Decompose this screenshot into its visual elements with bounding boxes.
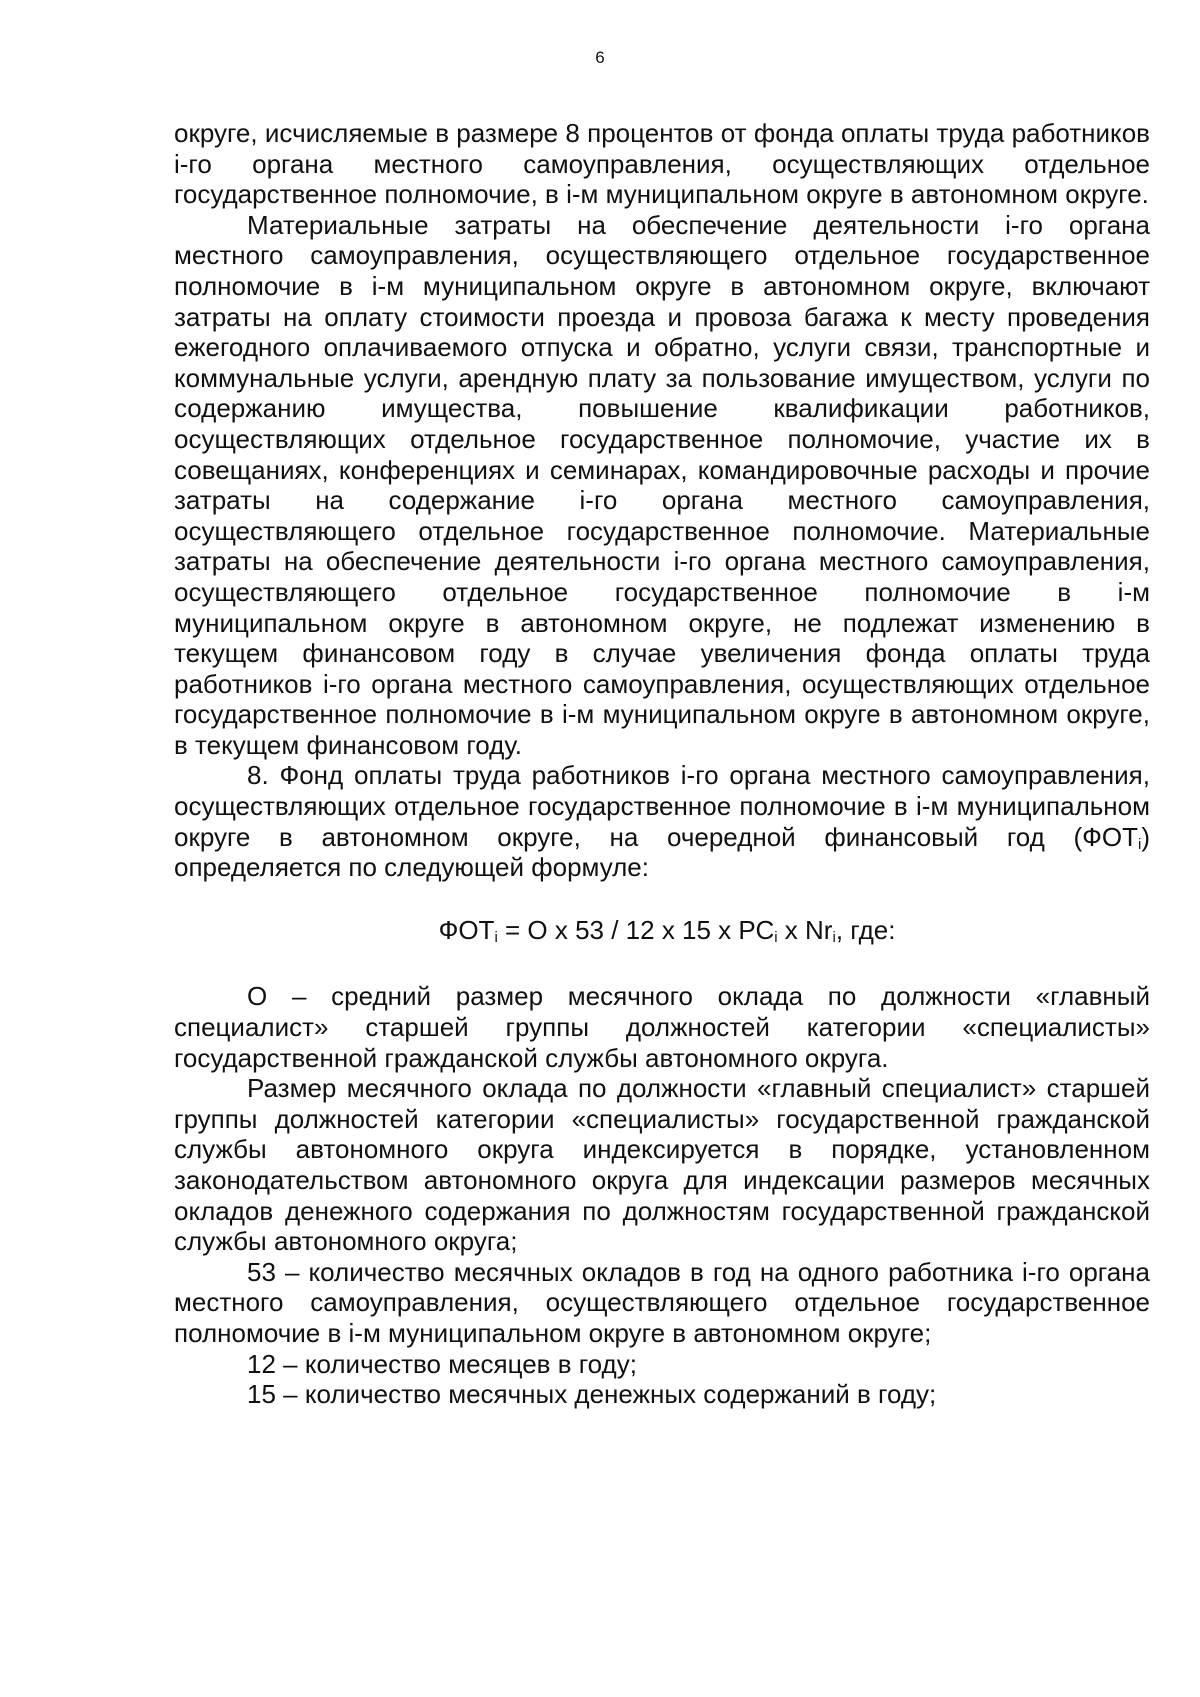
item8-text-after: ) определяется по следующей формуле: xyxy=(174,821,1150,883)
page-number: 6 xyxy=(595,48,605,67)
paragraph-continuation: округе, исчисляемые в размере 8 процентов от фонда оплаты труда работников i-го органа местного самоуправления, осуществляющих отдельное государственное полномочие, в i-м муниципальном округе в автономном округе. xyxy=(174,118,1150,210)
definition-o: О – средний размер месячного оклада по должности «главный специалист» старшей группы должностей категории «специалисты» государственной гражданской службы автономного округа. xyxy=(174,981,1150,1073)
paragraph-item-8 xyxy=(174,760,1150,882)
definition-53: 53 – количество месячных окладов в год на одного работника i-го органа местного самоуправления, осуществляющего отдельное государственное полномочие в i-м муниципальном округе в автономном округе; xyxy=(174,1256,1150,1348)
formula-rs-sub: i xyxy=(774,928,778,946)
item8-text-before: 8. Фонд оплаты труда работников i-го органа местного самоуправления, осуществляющих отдельное государственное полномочие в i-м муниципальном округе в автономном округе, на очередной финансовый год (ФОТ xyxy=(174,760,1150,852)
formula-middle-1: = О х 53 / 12 х 15 х РС xyxy=(497,914,775,945)
formula-nr-sub: i xyxy=(832,928,836,946)
item8-subscript: i xyxy=(1137,835,1142,853)
formula-middle-2: х Nr xyxy=(777,914,833,945)
formula-fot: ФОТ xyxy=(438,914,495,945)
paragraph-material-costs: Материальные затраты на обеспечение деятельности i-го органа местного самоуправления, осуществляющего отдельное государственное полномочие в i-м муниципальном округе в автономном округе, включают затраты на оплату стоимости проезда и провоза багажа к месту проведения ежегодного оплачиваемого отпуска и обратно, услуги связи, транспортные и коммунальные услуги, арендную плату за пользование имуществом, услуги по содержанию имущества, повышение квалификации работников, осуществляющих отдельное государственное полномочие, участие их в совещаниях, конференциях и семинарах, командировочные расходы и прочие затраты на содержание i-го органа местного самоуправления, осуществляющего отдельное государственное полномочие. Материальные затраты на обеспечение деятельности i-го органа местного самоуправления, осуществляющего отдельное государственное полномочие в i-м муниципальном округе в автономном округе, не подлежат изменению в текущем финансовом году в случае увеличения фонда оплаты труда работников i-го органа местного самоуправления, осуществляющих отдельное государственное полномочие в i-м муниципальном округе в автономном округе, в текущем финансовом году. xyxy=(174,209,1150,760)
document-body xyxy=(174,118,1150,1410)
formula xyxy=(174,915,1150,946)
definition-12: 12 – количество месяцев в году; xyxy=(247,1348,637,1379)
definition-indexation: Размер месячного оклада по должности «главный специалист» старшей группы должностей категории «специалисты» государственной гражданской службы автономного округа индексируется в порядке, установленном законодательством автономного округа для индексации размеров месячных окладов денежного содержания по должностям государственной гражданской службы автономного округа; xyxy=(174,1073,1150,1257)
formula-end: , где: xyxy=(835,914,896,945)
definition-15: 15 – количество месячных денежных содержаний в году; xyxy=(247,1379,937,1410)
formula-fot-sub: i xyxy=(494,928,498,946)
